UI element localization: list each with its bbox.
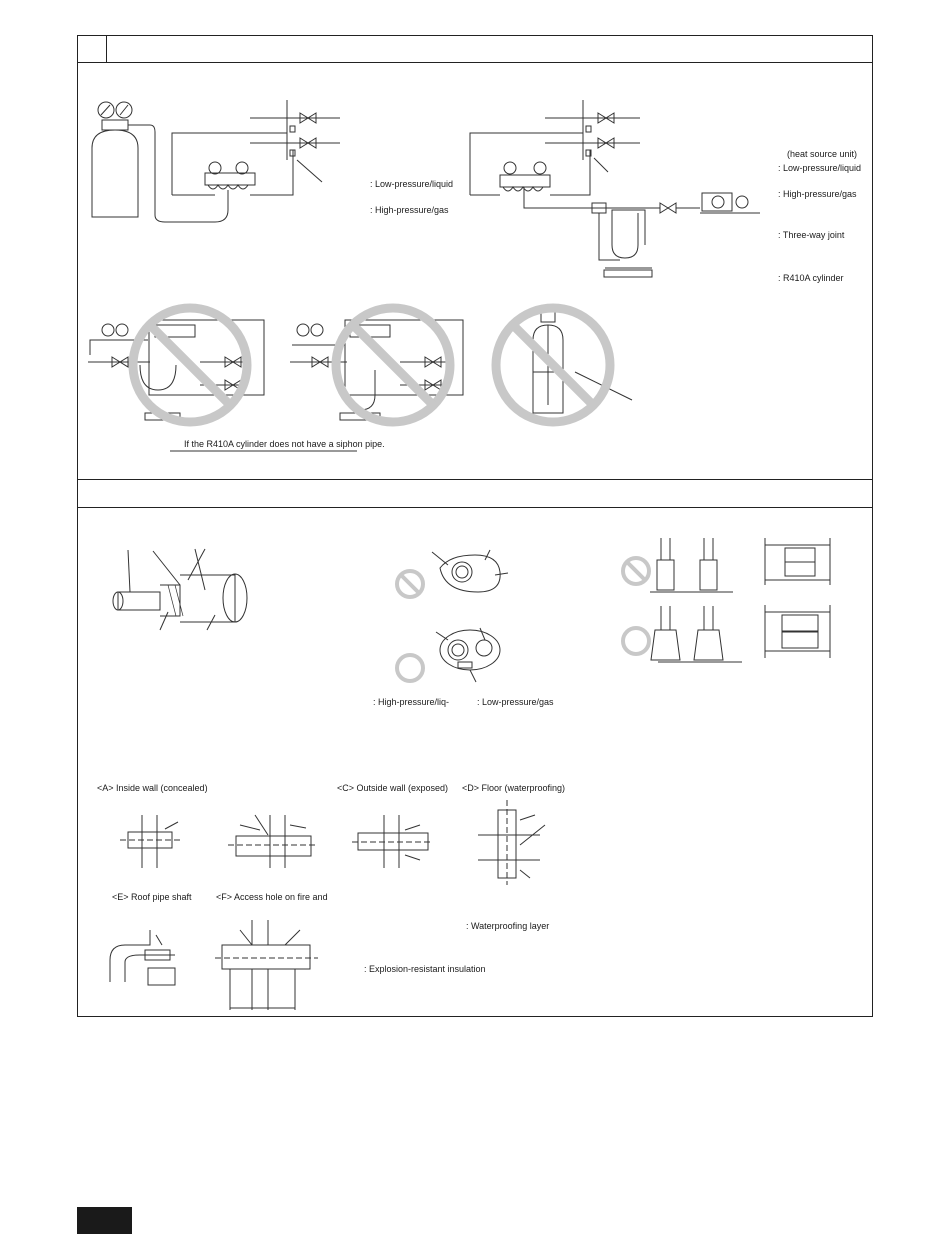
legend-low-pressure-liquid: : Low-pressure/liquid (370, 179, 454, 189)
insulated-pipe-diagram (113, 549, 247, 630)
flare-bad-side-diagram (765, 538, 830, 585)
label-a-inside-wall: <A> Inside wall (concealed) (97, 783, 208, 793)
siphon-pipe-note: If the R410A cylinder does not have a siphon pipe. (184, 439, 385, 449)
cylinder-with-gauges-diagram (92, 100, 340, 222)
label-c-outside-wall: <C> Outside wall (exposed) (337, 783, 449, 793)
flare-good-side-diagram (765, 605, 830, 658)
label-e-roof-pipe-shaft: <E> Roof pipe shaft (112, 892, 192, 902)
legend-low-pressure-gas: : Low-pressure/gas (477, 697, 554, 707)
legend-waterproofing-layer: : Waterproofing layer (466, 921, 550, 931)
ok-mark-flare (623, 628, 649, 654)
detail-c-outside-wall-exposed (352, 815, 432, 868)
legend-high-pressure-liq: : High-pressure/liq- (373, 697, 450, 707)
ok-mark-bundle (397, 655, 423, 681)
flare-bad-diagram (650, 538, 733, 592)
charging-setup-diagram (470, 100, 760, 277)
bundle-bad-diagram (432, 550, 508, 592)
legend-high-pressure-gas-2: : High-pressure/gas (778, 189, 857, 199)
legend-explosion-resistant-insulation: : Explosion-resistant insulation (364, 964, 486, 974)
legend-low-pressure-liquid-2: : Low-pressure/liquid (778, 163, 862, 173)
flare-good-diagram (651, 606, 742, 662)
detail-e-roof-shaft (110, 930, 175, 985)
legend-r410a-cylinder: : R410A cylinder (778, 273, 844, 283)
detail-a-inside-wall (120, 815, 182, 868)
legend-high-pressure-gas: : High-pressure/gas (370, 205, 449, 215)
bundle-good-diagram (436, 628, 500, 682)
legend-three-way-joint: : Three-way joint (778, 230, 845, 240)
label-d-floor: <D> Floor (waterproofing) (462, 783, 566, 793)
heat-source-unit-label: (heat source unit) (787, 149, 858, 159)
label-f-access-hole: <F> Access hole on fire and (216, 892, 328, 902)
detail-d-floor (478, 800, 545, 885)
detail-b-outside-wall (228, 815, 315, 868)
detail-f-access-hole (215, 920, 318, 1010)
page-number-block (77, 1207, 132, 1234)
